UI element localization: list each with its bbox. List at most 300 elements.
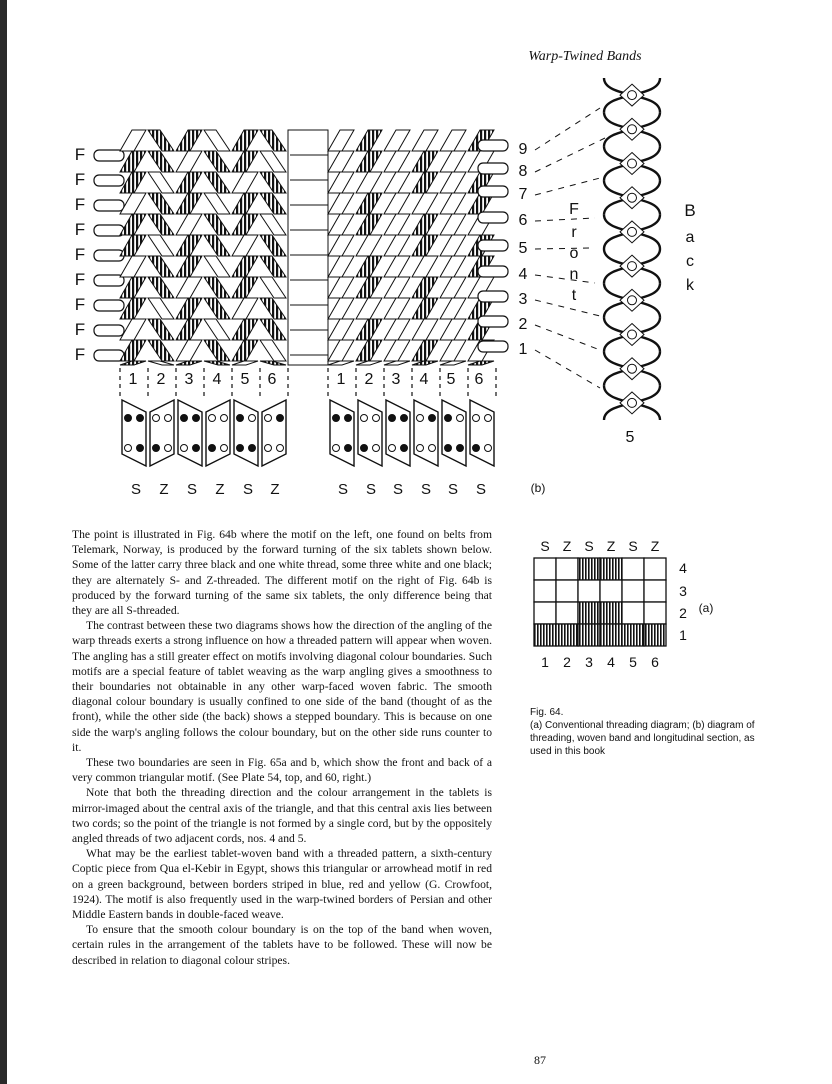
warp-thread (148, 214, 174, 235)
figure-caption (530, 706, 755, 758)
warp-thread (384, 319, 410, 340)
warp-thread (148, 319, 174, 340)
warp-thread (120, 235, 146, 256)
tablet-hole (373, 415, 380, 422)
column-number: 1 (541, 654, 549, 670)
tablet-hole (209, 445, 216, 452)
back-letter: c (686, 253, 694, 270)
tablet-hole (153, 415, 160, 422)
warp-thread (384, 193, 410, 214)
warp-thread (384, 130, 410, 151)
warp-thread (120, 256, 146, 277)
tablet-hole (193, 415, 200, 422)
row-label: F (74, 295, 86, 314)
tablet-hole (249, 415, 256, 422)
paragraph: The contrast between these two diagrams shows how the direction of the angling of the warp threads exerts a strong influence on how a threaded pattern will appear when woven. The angling has a still greater effect on motifs involving diagonal colour boundaries. Such motifs are a special feature of tablet weaving as the warp angling gives a smoothness to their boundaries not obtainable in any other warp-faced woven fabric. The smooth diagonal colour boundary is usually confined to one side of the band (thought of as the front), while the other side (the back) shows a stepped boundary. This is because on one side the warp's angling follows the colour boundary, but on the other side runs counter to it. (72, 619, 492, 754)
warp-thread (440, 172, 466, 193)
figure-64b (60, 68, 700, 498)
figure-b-label: (b) (530, 481, 546, 495)
grid-cell (622, 602, 644, 624)
warp-thread (148, 256, 174, 277)
connector-dash (535, 218, 595, 221)
tablet-hole (125, 445, 132, 452)
warp-thread (204, 151, 230, 172)
tablet-hole (221, 415, 228, 422)
back-letter: a (685, 229, 695, 246)
warp-thread (148, 277, 174, 298)
warp-thread (328, 130, 354, 151)
tablet (234, 400, 258, 466)
tablet-hole (221, 445, 228, 452)
warp-end (94, 225, 124, 236)
warp-thread (440, 319, 466, 340)
cord-number: 8 (518, 163, 528, 180)
warp-thread (328, 361, 354, 365)
weft-dot (628, 262, 637, 271)
warp-thread (176, 193, 202, 214)
warp-thread (176, 298, 202, 319)
tablet-hole (165, 415, 172, 422)
weft-dot (628, 159, 637, 168)
body-text (72, 527, 492, 968)
warp-thread (356, 298, 382, 319)
tablet (206, 400, 230, 466)
warp-end (94, 300, 124, 311)
column-number: 6 (651, 654, 659, 670)
warp-thread (176, 151, 202, 172)
threading-directions-right (338, 481, 486, 498)
warp-thread (232, 214, 258, 235)
tablet-hole (249, 445, 256, 452)
tablet-number: 5 (446, 371, 456, 388)
tablet-hole (181, 445, 188, 452)
tablet-number: 3 (184, 371, 194, 388)
weft-dot (628, 125, 637, 134)
cord-number: 3 (518, 291, 528, 308)
column-number: 4 (607, 654, 615, 670)
paragraph: These two boundaries are seen in Fig. 65a and b, which show the front and back of a very common triangular motif. (See Plate 54, top, and 60, right.) (72, 756, 492, 785)
warp-thread (148, 361, 174, 365)
warp-thread (176, 340, 202, 361)
warp-end (478, 341, 508, 352)
book-spine-shadow (0, 0, 7, 1084)
warp-thread (412, 193, 438, 214)
warp-end (478, 240, 508, 251)
front-label (569, 201, 579, 304)
warp-thread (232, 319, 258, 340)
warp-thread (440, 361, 466, 365)
tablet (358, 400, 382, 466)
warp-end (94, 150, 124, 161)
tablet-hole (485, 445, 492, 452)
warp-thread (176, 277, 202, 298)
grid-cell (622, 580, 644, 602)
connector-dash (535, 248, 590, 249)
tablet-hole (473, 415, 480, 422)
threading-directions-left (131, 481, 280, 498)
tablet-number: 1 (128, 371, 138, 388)
warp-thread (412, 235, 438, 256)
tablet-number: 5 (240, 371, 250, 388)
direction-letter: S (447, 481, 459, 498)
warp-thread (260, 277, 286, 298)
direction-letter: S (130, 481, 142, 498)
warp-thread (232, 172, 258, 193)
warp-thread (412, 172, 438, 193)
warp-thread (356, 340, 382, 361)
tablet-hole (345, 415, 352, 422)
column-number: 2 (563, 654, 571, 670)
weft-dot (628, 91, 637, 100)
warp-thread (204, 130, 230, 151)
warp-thread (412, 256, 438, 277)
grid-cell (600, 558, 622, 580)
tablet-hole (265, 415, 272, 422)
cord-number: 6 (518, 212, 528, 229)
warp-thread (204, 319, 230, 340)
section-label: 5 (625, 429, 635, 446)
tablet-hole (237, 445, 244, 452)
back-label (684, 201, 695, 294)
warp-thread (440, 277, 466, 298)
figure-64a (528, 530, 718, 672)
tablet-number: 3 (391, 371, 401, 388)
warp-thread (412, 298, 438, 319)
tablet-hole (193, 445, 200, 452)
direction-letter: Z (562, 538, 572, 554)
warp-thread (384, 235, 410, 256)
tablet-hole (277, 445, 284, 452)
warp-thread (176, 172, 202, 193)
warp-thread (204, 256, 230, 277)
cord-number: 5 (518, 240, 528, 257)
warp-thread (412, 340, 438, 361)
row-label: F (74, 145, 86, 164)
warp-thread (328, 298, 354, 319)
warp-thread (176, 235, 202, 256)
direction-letter: S (186, 481, 198, 498)
weft-dot (628, 227, 637, 236)
tablet-hole (401, 445, 408, 452)
warp-thread (260, 361, 286, 365)
tablet-hole (445, 445, 452, 452)
direction-letter: S (628, 538, 638, 554)
weft-dot (628, 364, 637, 373)
warp-thread (260, 193, 286, 214)
connector-dash (535, 275, 595, 283)
warp-thread (204, 277, 230, 298)
grid-cell (600, 602, 622, 624)
tablet (470, 400, 494, 466)
tablet-hole (429, 415, 436, 422)
grid-cell (578, 558, 600, 580)
tablet-number: 4 (212, 371, 222, 388)
warp-thread (176, 319, 202, 340)
tablet-hole (417, 415, 424, 422)
page-number: 87 (534, 1053, 546, 1067)
grid-cell (534, 624, 556, 646)
warp-thread (356, 214, 382, 235)
cord-number: 9 (518, 141, 528, 158)
tablet-hole (373, 445, 380, 452)
running-head: Warp-Twined Bands (528, 49, 642, 64)
row-label: F (74, 270, 86, 289)
warp-thread (120, 214, 146, 235)
direction-letter: S (242, 481, 254, 498)
tablet-hole (417, 445, 424, 452)
tablet-hole (265, 445, 272, 452)
tablet-hole (237, 415, 244, 422)
warp-thread (356, 193, 382, 214)
warp-thread (440, 214, 466, 235)
warp-thread (384, 298, 410, 319)
warp-thread (232, 256, 258, 277)
cord-numbers-right (519, 141, 528, 358)
tablet (442, 400, 466, 466)
warp-thread (148, 172, 174, 193)
warp-thread (328, 277, 354, 298)
row-label: F (74, 320, 86, 339)
tablet-hole (361, 445, 368, 452)
warp-thread (204, 361, 230, 365)
warp-thread (148, 193, 174, 214)
tablet (122, 400, 146, 466)
direction-letter: S (420, 481, 432, 498)
warp-thread (328, 319, 354, 340)
tablet-hole (445, 415, 452, 422)
warp-thread (440, 193, 466, 214)
warp-end (478, 316, 508, 327)
direction-letter: S (540, 538, 550, 554)
warp-thread (440, 256, 466, 277)
cord-number: 1 (518, 341, 528, 358)
tablet (330, 400, 354, 466)
warp-thread (176, 361, 202, 365)
caption-text: (a) Conventional threading diagram; (b) diagram of threading, woven band and longitudinal section, as used in this book (530, 720, 755, 757)
warp-thread (328, 151, 354, 172)
connector-dash (535, 350, 600, 388)
weft-dot (628, 398, 637, 407)
grid-cell (644, 580, 666, 602)
warp-end (478, 186, 508, 197)
warp-thread (232, 277, 258, 298)
warp-thread (204, 214, 230, 235)
column-numbers (541, 654, 659, 670)
back-letter: B (684, 201, 696, 220)
tablet-hole (333, 415, 340, 422)
warp-thread (384, 340, 410, 361)
tablet-hole (345, 445, 352, 452)
grid-cell (644, 558, 666, 580)
warp-thread (148, 298, 174, 319)
grid-cell (556, 558, 578, 580)
tablet-numbers-right (337, 371, 484, 388)
column-number: 5 (629, 654, 637, 670)
warp-thread (356, 151, 382, 172)
warp-thread (384, 256, 410, 277)
direction-letter: Z (650, 538, 660, 554)
grid-cell (534, 602, 556, 624)
grid-cell (556, 602, 578, 624)
warp-end (94, 175, 124, 186)
tablet-hole (401, 415, 408, 422)
row-label: F (74, 170, 86, 189)
tablet-hole (165, 445, 172, 452)
caption-number: Fig. 64. (530, 707, 564, 718)
weft-dot (628, 296, 637, 305)
direction-letter: S (392, 481, 404, 498)
grid-cell (578, 602, 600, 624)
grid-cell (600, 580, 622, 602)
warp-thread (260, 235, 286, 256)
warp-thread (328, 214, 354, 235)
front-letter: o (569, 245, 579, 262)
warp-thread (328, 193, 354, 214)
direction-letter: S (365, 481, 377, 498)
warp-thread (384, 277, 410, 298)
direction-letter: Z (159, 481, 169, 498)
grid-cell (644, 602, 666, 624)
warp-thread (412, 151, 438, 172)
warp-thread (412, 130, 438, 151)
tablet-number: 6 (267, 371, 277, 388)
warp-thread (384, 361, 410, 365)
warp-thread (176, 256, 202, 277)
warp-thread (260, 214, 286, 235)
tablet-hole (457, 415, 464, 422)
row-label: F (74, 195, 86, 214)
warp-thread (328, 235, 354, 256)
cord-number: 4 (518, 266, 528, 283)
warp-thread (120, 130, 146, 151)
tablet-hole (457, 445, 464, 452)
warp-thread (356, 172, 382, 193)
grid-cell (622, 558, 644, 580)
warp-end (478, 291, 508, 302)
warp-thread (232, 340, 258, 361)
warp-thread (412, 361, 438, 365)
warp-thread (148, 340, 174, 361)
warp-thread (148, 235, 174, 256)
warp-thread (232, 151, 258, 172)
warp-end (478, 212, 508, 223)
cord-number: 2 (518, 316, 528, 333)
row-label: F (74, 345, 86, 364)
connector-dash (535, 108, 600, 150)
tablet-number: 1 (336, 371, 346, 388)
warp-thread (260, 256, 286, 277)
front-letter: r (571, 224, 577, 241)
warp-thread (440, 298, 466, 319)
warp-thread (412, 319, 438, 340)
tablet-hole (137, 445, 144, 452)
front-letter: F (569, 201, 579, 218)
warp-end (94, 350, 124, 361)
direction-row (540, 538, 659, 554)
row-numbers (679, 560, 687, 643)
warp-thread (356, 277, 382, 298)
warp-thread (356, 361, 382, 365)
warp-thread (204, 298, 230, 319)
warp-thread (440, 235, 466, 256)
warp-thread (120, 340, 146, 361)
row-number: 1 (679, 627, 687, 643)
warp-thread (356, 235, 382, 256)
warp-end (94, 250, 124, 261)
direction-letter: S (475, 481, 487, 498)
warp-thread (328, 172, 354, 193)
grid-cell (578, 580, 600, 602)
connector-dash (535, 300, 600, 316)
figure-a-label: (a) (698, 601, 714, 615)
grid-cell (644, 624, 666, 646)
warp-thread (384, 172, 410, 193)
warp-thread (120, 361, 146, 365)
warp-thread (440, 151, 466, 172)
tablet-number: 4 (419, 371, 429, 388)
tablet-hole (485, 415, 492, 422)
warp-thread (384, 151, 410, 172)
tablet (414, 400, 438, 466)
tablet-hole (389, 445, 396, 452)
row-number: 4 (679, 560, 687, 576)
row-number: 3 (679, 583, 687, 599)
weft-dot (628, 193, 637, 202)
grid-cell (578, 624, 600, 646)
tablet-numbers-left (129, 371, 277, 388)
tablet-hole (181, 415, 188, 422)
tablet-number: 2 (156, 371, 166, 388)
column-number: 3 (585, 654, 593, 670)
warp-thread (260, 340, 286, 361)
warp-thread (356, 130, 382, 151)
warp-thread (232, 130, 258, 151)
grid-cell (534, 580, 556, 602)
direction-letter: Z (215, 481, 225, 498)
warp-thread (260, 298, 286, 319)
tablet-hole (125, 415, 132, 422)
tablet-number: 2 (364, 371, 374, 388)
direction-letter: S (337, 481, 349, 498)
warp-thread (440, 340, 466, 361)
tablet (386, 400, 410, 466)
front-letter: t (571, 287, 577, 304)
warp-end (94, 325, 124, 336)
direction-letter: Z (606, 538, 616, 554)
tablet-hole (153, 445, 160, 452)
warp-thread (232, 361, 258, 365)
warp-end (478, 266, 508, 277)
warp-thread (204, 235, 230, 256)
warp-end (94, 200, 124, 211)
grid-cell (622, 624, 644, 646)
warp-thread (412, 214, 438, 235)
warp-thread (260, 172, 286, 193)
warp-thread (260, 151, 286, 172)
warp-thread (204, 193, 230, 214)
direction-letter: Z (270, 481, 280, 498)
warp-thread (440, 130, 466, 151)
warp-thread (328, 340, 354, 361)
threading-grid (534, 558, 666, 646)
warp-thread (468, 361, 494, 365)
paragraph: The point is illustrated in Fig. 64b where the motif on the left, one found on belts from Telemark, Norway, is produced by the forward turning of the six tablets shown below. Some of the latter carry three black and one white thread, some three white and one black; they are alternately S- and Z-threaded. The different motif on the right of Fig. 64b is produced by the forward turning of the same six tablets, the only difference being that they are all S-threaded. (72, 528, 492, 618)
tablet-number: 6 (474, 371, 484, 388)
warp-thread (260, 130, 286, 151)
warp-end (94, 275, 124, 286)
cord-number: 7 (518, 186, 528, 203)
grid-cell (556, 580, 578, 602)
